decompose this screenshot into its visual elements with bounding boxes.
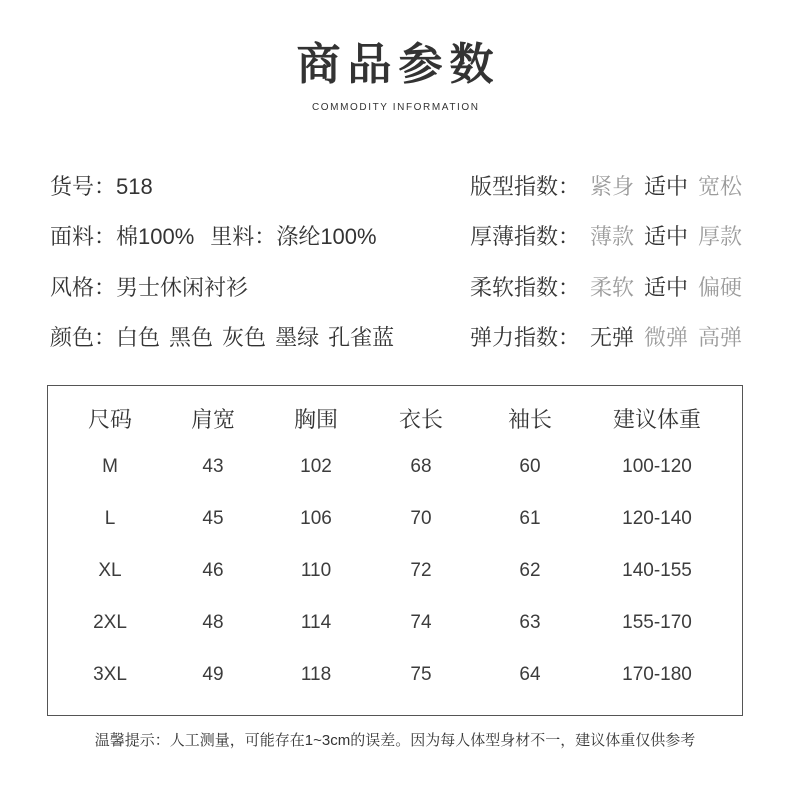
index-thickness	[470, 222, 742, 252]
size-table	[47, 385, 743, 716]
index-option: 宽松	[698, 174, 743, 199]
length-cell: 70	[410, 508, 432, 529]
color-option: 孔雀蓝	[328, 325, 395, 350]
header-length: 衣长	[398, 407, 443, 432]
chest-cell: 118	[300, 664, 332, 685]
index-elasticity	[470, 323, 742, 353]
spec-label: 里料：	[210, 224, 277, 249]
table-row	[48, 506, 742, 532]
index-option: 适中	[644, 224, 689, 249]
shoulder-width-cell: 49	[202, 664, 224, 685]
index-label: 柔软指数：	[470, 275, 581, 300]
index-option: 厚款	[698, 224, 743, 249]
length-cell: 74	[410, 612, 432, 633]
sleeve-cell: 61	[519, 508, 541, 529]
spec-value: 棉100%	[116, 224, 195, 249]
size-cell: 2XL	[93, 612, 127, 633]
header-weight: 建议体重	[612, 407, 701, 432]
weight-cell: 170-180	[622, 664, 692, 685]
sleeve-cell: 64	[519, 664, 541, 685]
size-cell: XL	[98, 560, 122, 581]
chest-cell: 106	[300, 508, 332, 529]
spec-value: 518	[116, 174, 153, 199]
size-cell: 3XL	[93, 664, 127, 685]
shoulder-width-cell: 45	[202, 508, 224, 529]
sleeve-cell: 63	[519, 612, 541, 633]
chest-cell: 102	[300, 456, 332, 477]
spec-fabric	[50, 222, 377, 252]
shoulder-width-cell: 46	[202, 560, 224, 581]
length-cell: 75	[410, 664, 432, 685]
spec-value: 男士休闲衬衫	[116, 275, 249, 300]
spec-label: 风格：	[50, 275, 117, 300]
weight-cell: 155-170	[622, 612, 692, 633]
measurement-note: 温馨提示：人工测量，可能存在1~3cm的误差。因为每人体型身材不一，建议体重仅供参考	[94, 732, 696, 749]
length-cell: 72	[410, 560, 432, 581]
spec-value: 涤纶100%	[276, 224, 377, 249]
spec-item-no	[50, 172, 153, 202]
header-sleeve: 袖长	[507, 407, 552, 432]
header-shoulder-width: 肩宽	[190, 407, 235, 432]
index-label: 版型指数：	[470, 174, 581, 199]
index-option: 无弹	[590, 325, 635, 350]
color-option: 黑色	[169, 325, 214, 350]
weight-cell: 120-140	[622, 508, 692, 529]
index-fit	[470, 172, 742, 202]
index-label: 厚薄指数：	[470, 224, 581, 249]
index-option: 适中	[644, 275, 689, 300]
header-chest: 胸围	[293, 407, 338, 432]
index-label: 弹力指数：	[470, 325, 581, 350]
size-cell: L	[104, 508, 116, 529]
index-option: 柔软	[590, 275, 635, 300]
table-row	[48, 662, 742, 688]
spec-label: 货号：	[50, 174, 117, 199]
size-cell: M	[102, 456, 118, 477]
index-option: 高弹	[698, 325, 743, 350]
shoulder-width-cell: 48	[202, 612, 224, 633]
index-option: 紧身	[590, 174, 635, 199]
chest-cell: 110	[300, 560, 332, 581]
weight-cell: 140-155	[622, 560, 692, 581]
color-option: 白色	[116, 325, 161, 350]
spec-label: 面料：	[50, 224, 117, 249]
spec-colors	[50, 323, 394, 353]
table-row	[48, 454, 742, 480]
shoulder-width-cell: 43	[202, 456, 224, 477]
index-softness	[470, 273, 742, 303]
header-size: 尺码	[87, 407, 132, 432]
length-cell: 68	[410, 456, 432, 477]
sleeve-cell: 62	[519, 560, 541, 581]
table-header-row	[48, 405, 742, 435]
index-option: 适中	[644, 174, 689, 199]
page-title: 商品参数	[296, 40, 501, 89]
chest-cell: 114	[300, 612, 332, 633]
table-row	[48, 610, 742, 636]
spec-label: 颜色：	[50, 325, 117, 350]
color-option: 墨绿	[275, 325, 320, 350]
index-option: 薄款	[590, 224, 635, 249]
table-row	[48, 558, 742, 584]
weight-cell: 100-120	[622, 456, 692, 477]
sleeve-cell: 60	[519, 456, 541, 477]
color-option: 灰色	[222, 325, 267, 350]
index-option: 微弹	[644, 325, 689, 350]
page-subtitle: COMMODITY INFORMATION	[311, 102, 480, 113]
index-option: 偏硬	[698, 275, 743, 300]
spec-style	[50, 273, 248, 303]
